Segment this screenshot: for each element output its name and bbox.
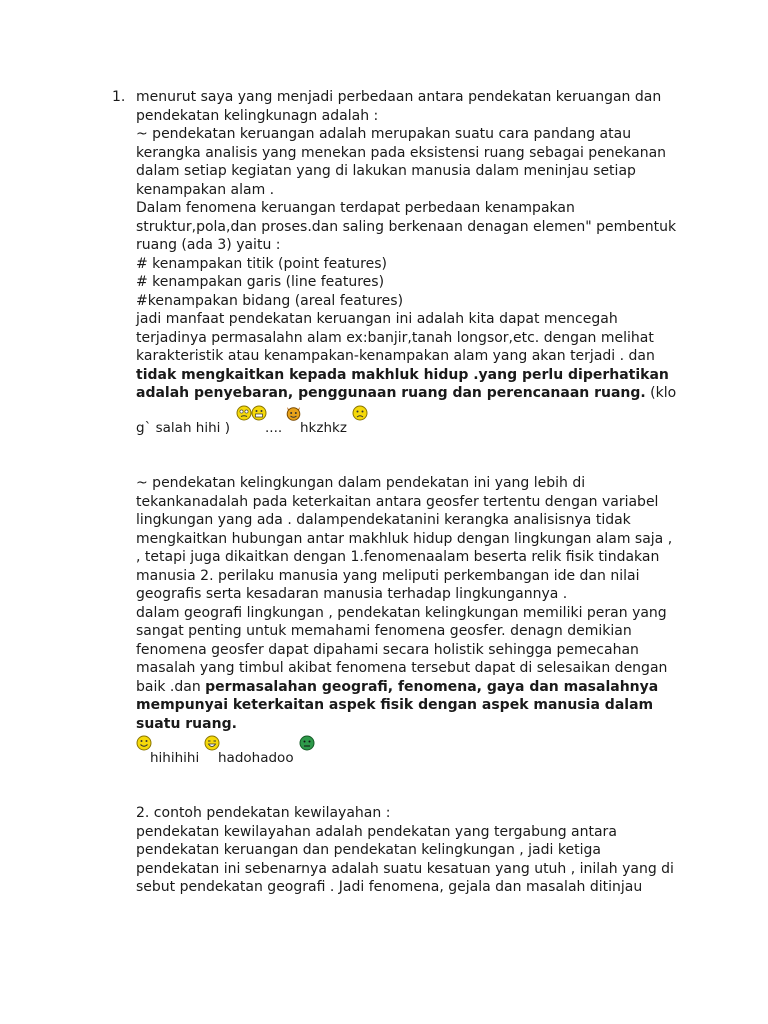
- smile-smiley-icon: [136, 735, 152, 751]
- text-line: # kenampakan titik (point features): [136, 255, 387, 272]
- text-fragment: (klo: [645, 385, 677, 401]
- text-line: karakteristik atau kenampakan-kenampakan alam yang akan terjadi . dan: [136, 348, 655, 364]
- emote-text: hkzhkz: [300, 420, 347, 436]
- text-line: kenampakan alam .: [136, 181, 275, 198]
- text-fragment: baik .dan: [136, 678, 206, 695]
- emote-text: hadohadoo: [218, 750, 294, 766]
- text-line: pendekatan ini sebenarnya adalah suatu kesatuan yang utuh , inilah yang di: [136, 860, 674, 877]
- section-2-text: [136, 804, 676, 897]
- text-line: 2. contoh pendekatan kewilayahan :: [136, 805, 391, 821]
- emote-text: ....: [265, 420, 283, 436]
- text-line: struktur,pola,dan proses.dan saling berkenaan denagan elemen" pembentuk: [136, 218, 677, 235]
- text-line: fenomena geosfer dapat dipahami secara holistik sehingga pemecahan: [136, 641, 639, 658]
- text-line: kerangka analisis yang menekan pada eksistensi ruang sebagai penekanan: [136, 144, 667, 161]
- text-line: manusia 2. perilaku manusia yang meliputi perkembangan ide dan nilai: [136, 567, 640, 584]
- text-line: ruang (ada 3) yaitu :: [136, 237, 281, 253]
- text-line: ~ pendekatan keruangan adalah merupakan suatu cara pandang atau: [136, 126, 632, 142]
- text-line: tekankanadalah pada keterkaitan antara geosfer tertentu dengan variabel: [136, 493, 659, 510]
- text-line: lingkungan yang ada . dalampendekatanini kerangka analisisnya tidak: [136, 512, 631, 528]
- bold-text-line: mempunyai keterkaitan aspek fisik dengan aspek manusia dalam: [136, 697, 654, 713]
- text-line: jadi manfaat pendekatan keruangan ini adalah kita dapat mencegah: [136, 311, 618, 327]
- text-line: mengkaitkan hubungan antar makhluk hidup dengan lingkungan alam saja ,: [136, 530, 673, 547]
- text-line: dalam setiap kegiatan yang di lakukan manusia dalam meninjau setiap: [136, 163, 636, 179]
- text-line: pendekatan kelingkunagn adalah :: [136, 107, 379, 124]
- bold-text-line: suatu ruang.: [136, 715, 237, 732]
- sad-smiley-icon: [352, 405, 368, 421]
- text-line: pendekatan kewilayahan adalah pendekatan yang tergabung antara: [136, 823, 617, 840]
- text-line: sebut pendekatan geografi . Jadi fenomena, gejala dan masalah ditinjau: [136, 879, 643, 895]
- text-line: ~ pendekatan kelingkungan dalam pendekatan ini yang lebih di: [136, 475, 586, 491]
- text-line: terjadinya permasalahn alam ex:banjir,tanah longsor,etc. dengan melihat: [136, 329, 654, 346]
- section-1b-text: [136, 474, 676, 733]
- devil-smiley-icon: [285, 405, 302, 421]
- emote-text: g` salah hihi ): [136, 420, 230, 436]
- text-line: , tetapi juga dikaitkan dengan 1.fenomenaalam beserta relik fisik tindakan: [136, 549, 660, 565]
- text-line: dalam geografi lingkungan , pendekatan kelingkungan memiliki peran yang: [136, 604, 667, 621]
- confused-smiley-icon: [236, 405, 252, 421]
- text-line: menurut saya yang menjadi perbedaan antara pendekatan keruangan dan: [136, 89, 662, 105]
- sick-smiley-icon: [299, 735, 315, 751]
- list-number: 1.: [112, 89, 126, 105]
- text-line: masalah yang timbul akibat fenomena tersebut dapat di selesaikan dengan: [136, 660, 668, 676]
- text-line: sangat penting untuk memahami fenomena geosfer. denagn demikian: [136, 623, 632, 639]
- bold-text-line: adalah penyebaran, penggunaan ruang dan perencanaan ruang.: [136, 385, 646, 401]
- text-line: # kenampakan garis (line features): [136, 274, 385, 290]
- section-1-text: [136, 88, 676, 403]
- text-line: pendekatan keruangan dan pendekatan kelingkungan , jadi ketiga: [136, 842, 601, 858]
- emote-text: hihihihi: [150, 750, 200, 766]
- bold-text-fragment: permasalahan geografi, fenomena, gaya dan masalahnya: [205, 678, 659, 695]
- text-line: #kenampakan bidang (areal features): [136, 292, 404, 309]
- bold-text-line: tidak mengkaitkan kepada makhluk hidup .yang perlu diperhatikan: [136, 366, 669, 383]
- laughing-smiley-icon: [204, 735, 220, 751]
- text-line: Dalam fenomena keruangan terdapat perbedaan kenampakan: [136, 200, 575, 216]
- grinning-smiley-icon: [251, 405, 267, 421]
- text-line: geografis serta kesadaran manusia terhadap lingkungannya .: [136, 586, 568, 602]
